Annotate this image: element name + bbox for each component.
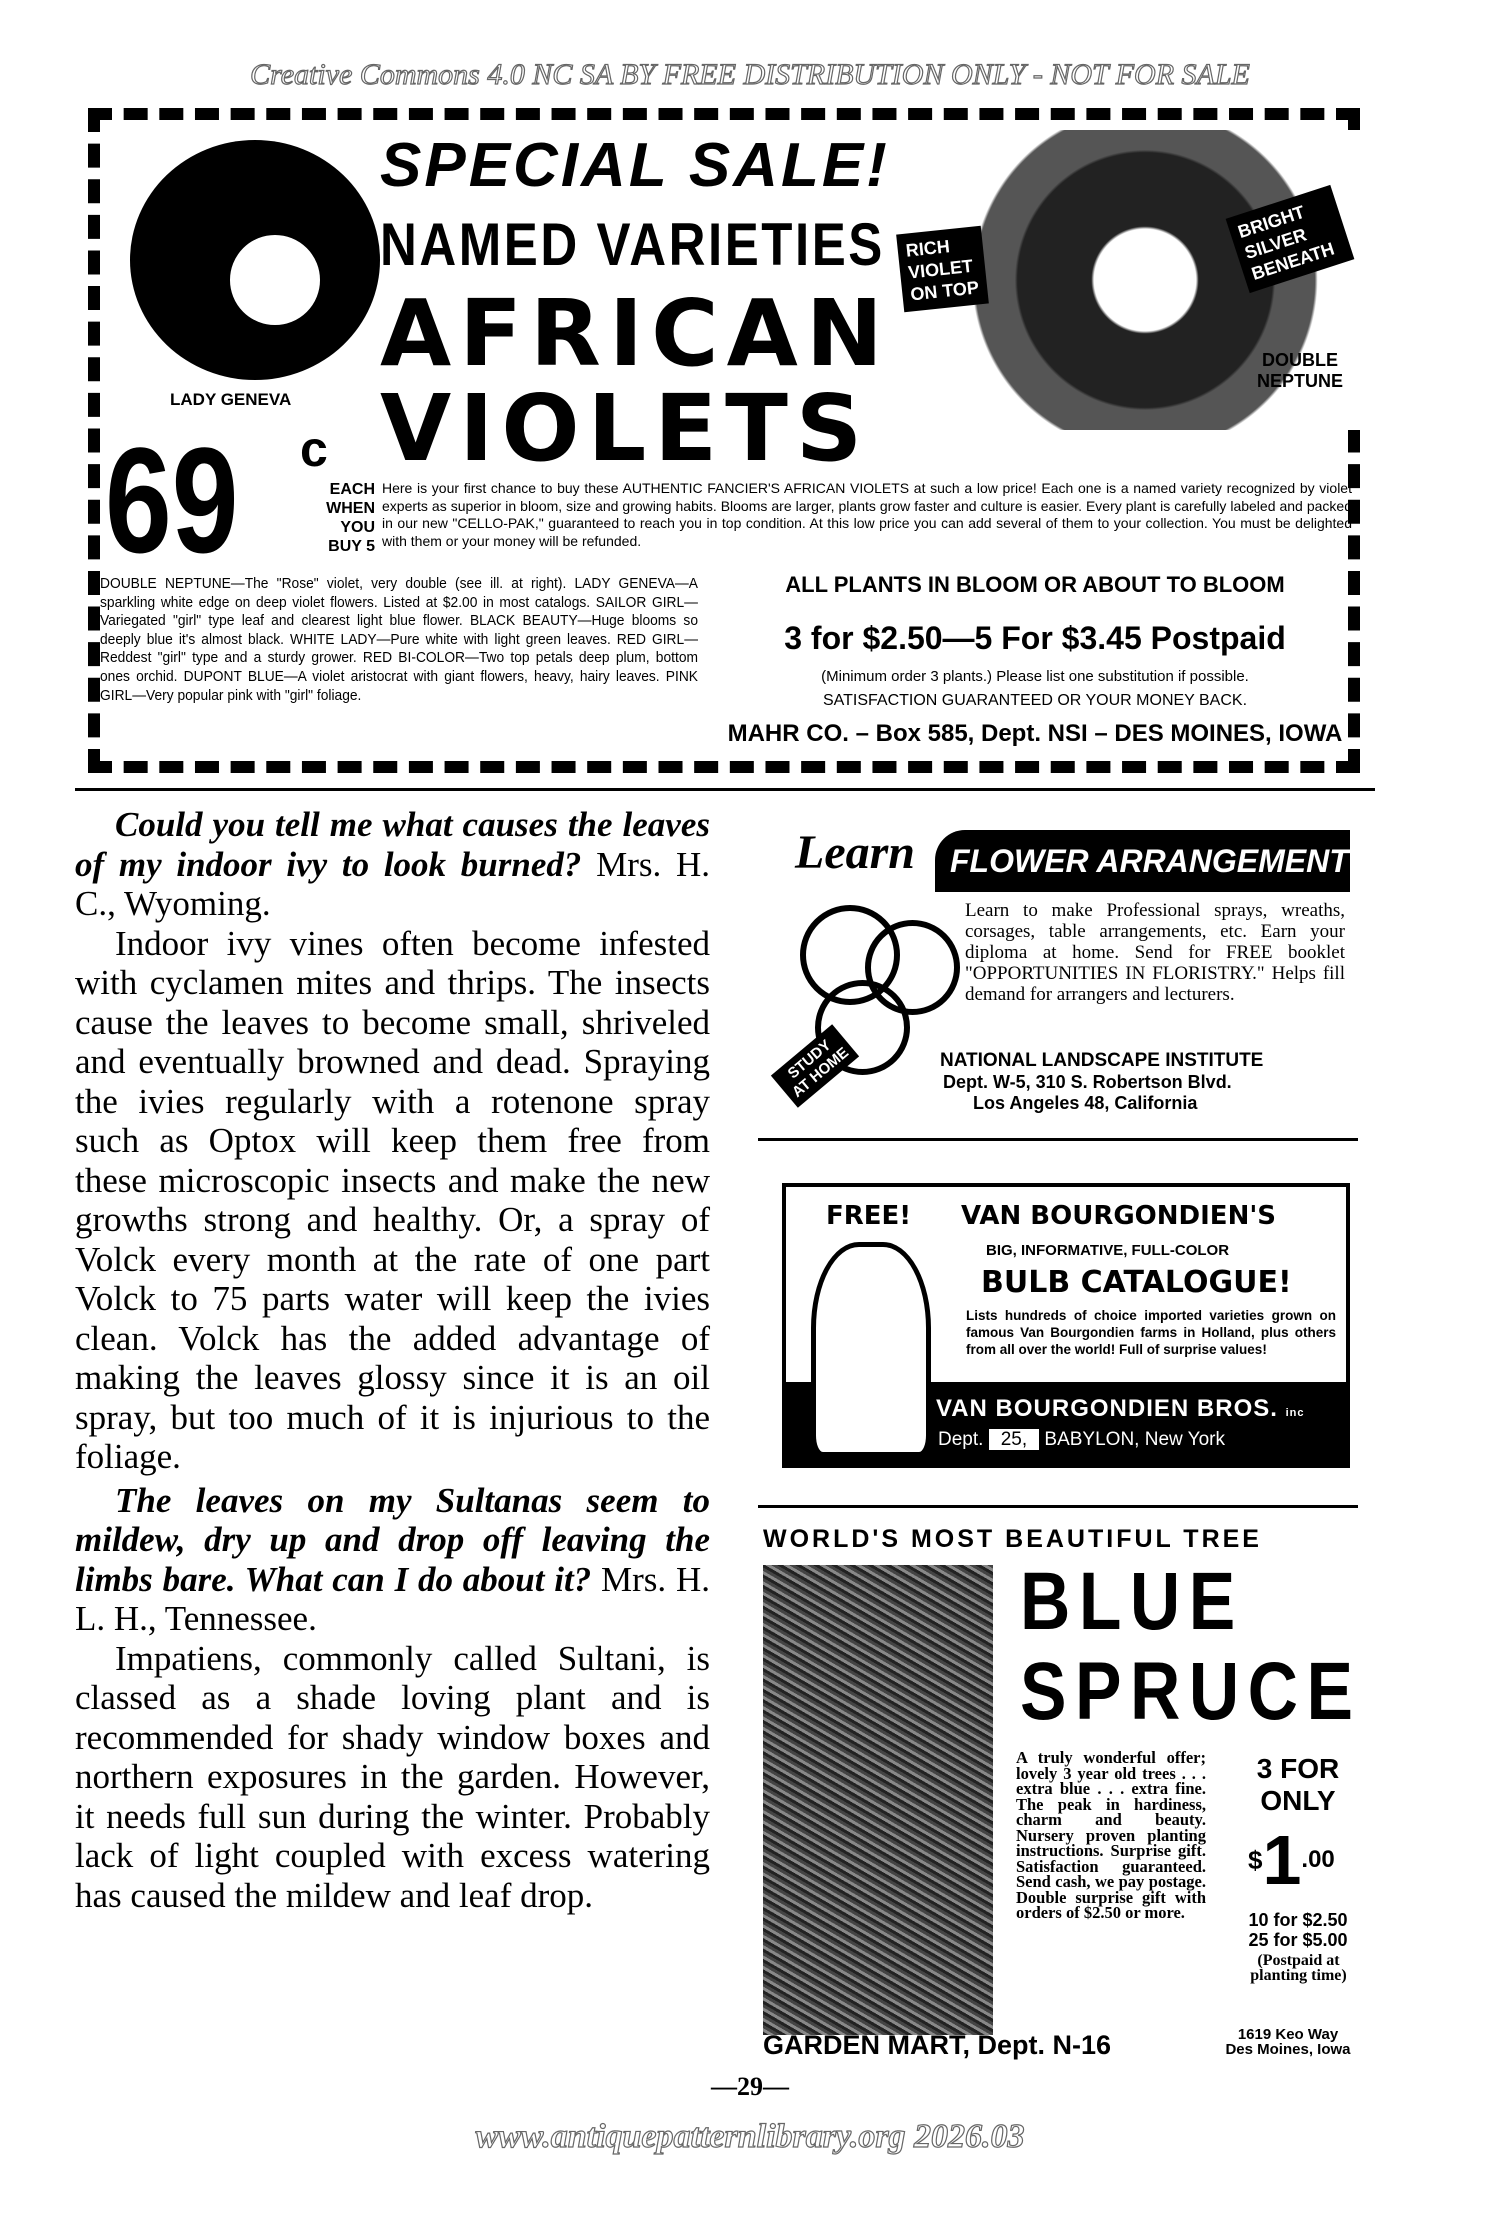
dept-number: 25, <box>989 1429 1039 1450</box>
page-number: —29— <box>711 2072 789 2101</box>
garden-mart-street: 1619 Keo Way <box>1237 2026 1339 2043</box>
bulb-catalogue-label: BULB CATALOGUE! <box>981 1265 1292 1300</box>
spruce-tree-image <box>763 1565 993 2035</box>
flower-arrangement-banner: FLOWER ARRANGEMENT <box>935 830 1350 892</box>
bulb-ad-title: VAN BOURGONDIEN'S <box>961 1201 1277 1231</box>
free-label: FREE! <box>826 1201 912 1231</box>
qa-column <box>75 805 710 1915</box>
flower-ad-body: Learn to make Professional sprays, wreaths, corsages, table arrangements, etc. Earn your diploma at home. Send for FREE booklet "OPPORTUNITIES IN FLORISTRY." Helps fill demand for arrangers and lecturers. <box>965 900 1345 1005</box>
headline-violets: VIOLETS <box>380 375 871 482</box>
garden-mart-city: Des Moines, Iowa <box>1225 2041 1351 2058</box>
bulb-catalogue-ad <box>782 1183 1350 1468</box>
answer-1: Indoor ivy vines often become infested with cyclamen mites and thrips. The insects cause the leaves to become small, shriveled and eventually browned and dead. Spraying the ivies regularly with a rotenone spray such as Optox will keep them free from these microscopic insects and make the new growths strong and healthy. Or, a spray of Volck every month at the rate of one part Volck to 75 parts water will keep the ivies clean. Volck has the added advantage of making the leaves glossy since it is an oil spray, but too much of it is injurious to the foliage. <box>75 923 710 1476</box>
institute-city: Los Angeles 48, California <box>973 1093 1198 1113</box>
minimum-order: (Minimum order 3 plants.) Please list one substitution if possible. <box>821 668 1249 685</box>
guarantee: SATISFACTION GUARANTEED OR YOUR MONEY BACK. <box>822 692 1248 709</box>
price-69: 69 <box>105 416 239 584</box>
bright-silver-tag: BRIGHT SILVER BENEATH <box>1226 185 1355 293</box>
bloom-note: ALL PLANTS IN BLOOM OR ABOUT TO BLOOM <box>785 572 1285 597</box>
spruce-title-spruce: SPRUCE <box>1020 1646 1362 1737</box>
bulb-ad-body: Lists hundreds of choice imported varieties grown on famous Van Bourgondien farms in Holland, plus others from all over the world! Full of surprise values! <box>966 1308 1336 1357</box>
bulb-ad-subtitle: BIG, INFORMATIVE, FULL-COLOR <box>986 1242 1230 1259</box>
headline-special-sale: SPECIAL SALE! <box>380 131 890 200</box>
learn-script: Learn <box>795 826 915 879</box>
license-banner: Creative Commons 4.0 NC SA BY FREE DISTRIBUTION ONLY - NOT FOR SALE <box>250 58 1250 91</box>
question-2: The leaves on my Sultanas seem to mildew, dry up and drop off leaving the limbs bare. What can I do about it? <box>75 1480 710 1599</box>
rich-violet-tag: RICH VIOLET ON TOP <box>896 226 989 312</box>
dutchman-figure <box>811 1242 931 1457</box>
company-name: VAN BOURGONDIEN BROS. <box>936 1395 1278 1422</box>
garden-mart-name: GARDEN MART, Dept. N-16 <box>763 2030 1112 2060</box>
double-neptune-caption: DOUBLE NEPTUNE <box>1256 350 1343 391</box>
question-1: Could you tell me what causes the leaves of my indoor ivy to look burned? <box>75 805 710 884</box>
divider <box>758 1138 1358 1141</box>
postpaid-note: (Postpaid at planting time) <box>1250 1952 1347 1984</box>
deal-only: ONLY <box>1260 1785 1336 1816</box>
institute-name: NATIONAL LANDSCAPE INSTITUTE <box>940 1050 1264 1071</box>
price-10: 10 for $2.50 <box>1248 1910 1348 1930</box>
price-one: 1 <box>1262 1821 1302 1899</box>
question-2-author: Mrs. H. L. H., Tennessee. <box>75 1559 710 1638</box>
answer-2: Impatiens, commonly called Sultani, is classed as a shade loving plant and is recommended for shady window boxes and northern exposures in the garden. However, it needs full sun during the winter. Probably lack of light coupled with excess watering has caused the mildew and leaf drop. <box>75 1638 710 1915</box>
divider <box>758 1505 1358 1508</box>
headline-african: AFRICAN <box>380 280 891 387</box>
bulb-ad-city: BABYLON, New York <box>1044 1429 1225 1450</box>
price-cents: c <box>300 421 328 477</box>
institute-address: Dept. W-5, 310 S. Robertson Blvd. <box>943 1072 1232 1092</box>
inc-label: inc <box>1285 1407 1305 1419</box>
african-violets-ad <box>88 108 1360 773</box>
spruce-kicker: WORLD'S MOST BEAUTIFUL TREE <box>763 1525 1262 1553</box>
offer-price: 3 for $2.50—5 For $3.45 Postpaid <box>784 620 1286 656</box>
price-cents: .00 <box>1301 1846 1335 1873</box>
spruce-title-blue: BLUE <box>1020 1556 1244 1647</box>
site-watermark: www.antiquepatternlibrary.org 2026.03 <box>475 2118 1025 2155</box>
spruce-body: A truly wonderful offer; lovely 3 year old trees . . . extra blue . . . extra fine. The peak in hardiness, charm and beauty. Nursery proven planting instructions. Surprise gift. Satisfaction guaranteed. Send cash, we pay postage. Double surprise gift with orders of $2.50 or more. <box>1016 1748 1206 1922</box>
price-25: 25 for $5.00 <box>1248 1930 1348 1950</box>
lady-geneva-flower-image <box>130 140 380 380</box>
divider <box>75 788 1375 791</box>
mahr-address: MAHR CO. – Box 585, Dept. NSI – DES MOINES, IOWA <box>727 720 1343 747</box>
deal-3-for: 3 FOR <box>1256 1753 1340 1784</box>
headline-named-varieties: NAMED VARIETIES <box>380 211 885 278</box>
dept-label: Dept. <box>938 1429 984 1450</box>
lady-geneva-caption: LADY GENEVA <box>170 390 292 409</box>
flower-arrangement-ad <box>755 810 1355 1113</box>
study-at-home-ribbon: STUDY AT HOME <box>771 1024 859 1108</box>
dollar-sign: $ <box>1248 1845 1263 1875</box>
violets-intro: Here is your first chance to buy these AUTHENTIC FANCIER'S AFRICAN VIOLETS at such a low price! Each one is a named variety recognized by violet experts as superior in bloom, size and growing habits. Blooms are larger, plants grow faster and culture is easier. Every plant is carefully labeled and packed in our new "CELLO-PAK," guaranteed to reach you in top condition. At this low price you can add several of them to your collection. You must be delighted with them or your money will be refunded. <box>382 480 1352 549</box>
price-note: EACH WHEN YOU BUY 5 <box>326 481 375 555</box>
question-1-author: Mrs. H. C., Wyoming. <box>75 844 710 923</box>
varieties-list: DOUBLE NEPTUNE—The "Rose" violet, very double (see ill. at right). LADY GENEVA—A sparkling white edge on deep violet flowers. Listed at $2.00 in most catalogs. SAILOR GIRL—Variegated "girl" type leaf and clearest light blue flower. BLACK BEAUTY—Huge blooms so deeply blue it's almost black. WHITE LADY—Pure white with light green leaves. RED GIRL—Reddest "girl" type and a sturdy grower. RED BI-COLOR—Two top petals deep plum, bottom ones orchid. DUPONT BLUE—A violet aristocrat with giant flowers, heavy, hairy leaves. PINK GIRL—Very popular pink with "girl" foliage. <box>100 575 698 704</box>
blue-spruce-ad <box>758 1525 1398 2070</box>
